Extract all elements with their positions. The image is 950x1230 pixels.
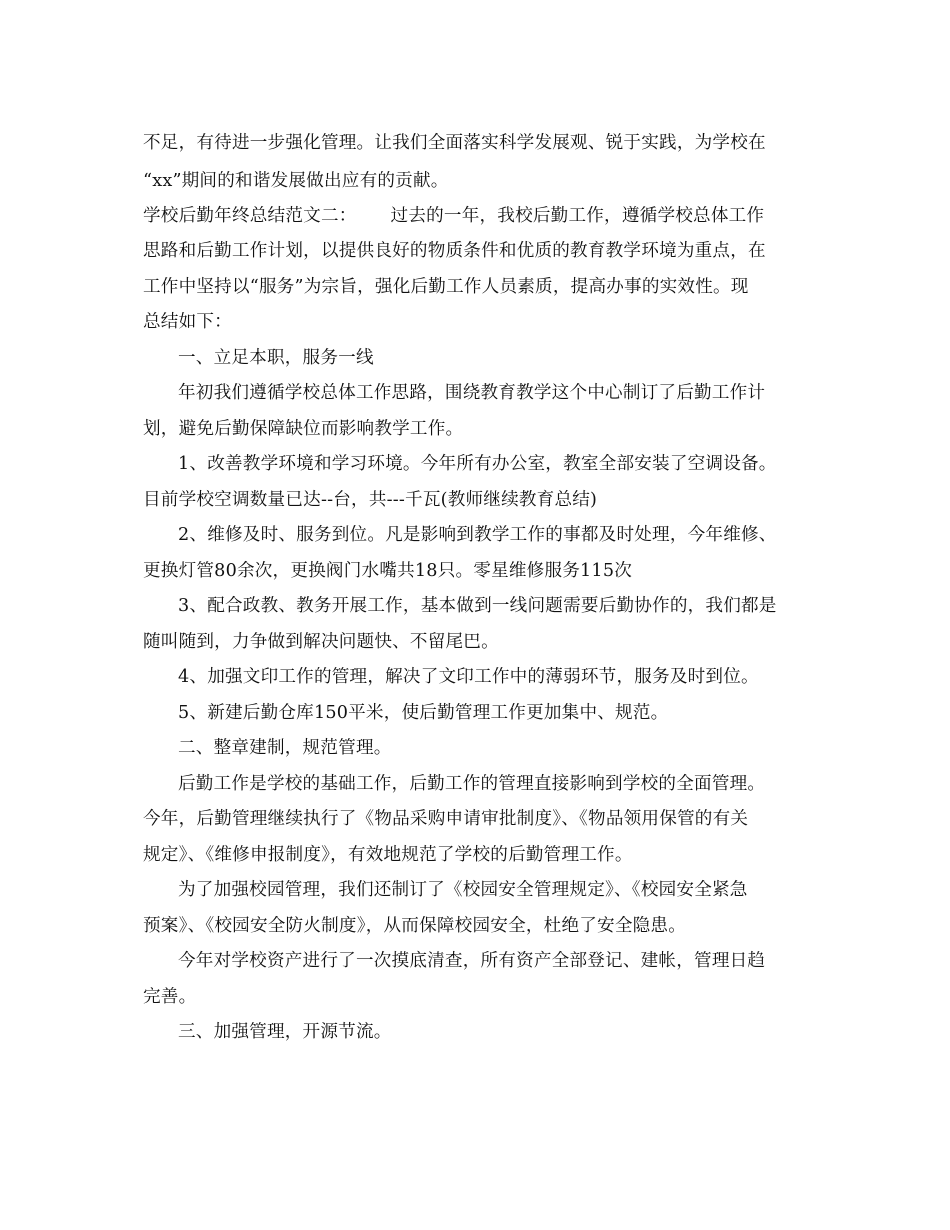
paragraph-line: 更换灯管80余次，更换阀门水嘴共18只。零星维修服务115次 xyxy=(143,561,633,581)
heading-line: 三、加强管理，开源节流。 xyxy=(178,1022,392,1042)
section-heading-line xyxy=(143,205,764,227)
paragraph-line: 预案》、《校园安全防火制度》，从而保障校园安全，杜绝了安全隐患。 xyxy=(143,916,687,936)
paragraph-line: “xx”期间的和谐发展做出应有的贡献。 xyxy=(143,171,449,191)
paragraph-line: 总结如下： xyxy=(143,312,232,332)
paragraph-line: 不足，有待进一步强化管理。让我们全面落实科学发展观、锐于实践，为学校在 xyxy=(143,133,766,153)
paragraph-line: 工作中坚持以“服务”为宗旨，强化后勤工作人员素质，提高办事的实效性。现 xyxy=(143,277,749,297)
heading-line: 一、立足本职，服务一线 xyxy=(178,348,374,368)
paragraph-line: 划，避免后勤保障缺位而影响教学工作。 xyxy=(143,419,464,439)
list-item-line: 4、加强文印工作的管理，解决了文印工作中的薄弱环节，服务及时到位。 xyxy=(178,667,759,687)
paragraph-line: 随叫随到，力争做到解决问题快、不留尾巴。 xyxy=(143,632,499,652)
heading-line: 二、整章建制，规范管理。 xyxy=(178,738,392,758)
paragraph-line: 今年对学校资产进行了一次摸底清查，所有资产全部登记、建帐，管理日趋 xyxy=(178,951,766,971)
list-item-line: 1、改善教学环境和学习环境。今年所有办公室，教室全部安装了空调设备。 xyxy=(178,454,777,474)
paragraph-line: 年初我们遵循学校总体工作思路，围绕教育教学这个中心制订了后勤工作计 xyxy=(178,383,766,403)
paragraph-line: 目前学校空调数量已达--台，共---千瓦(教师继续教育总结) xyxy=(143,490,598,510)
list-item-line: 3、配合政教、教务开展工作，基本做到一线问题需要后勤协作的，我们都是 xyxy=(178,596,777,616)
paragraph-line: 为了加强校园管理，我们还制订了《校园安全管理规定》、《校园安全紧急 xyxy=(178,880,748,900)
paragraph-line: 规定》、《维修申报制度》，有效地规范了学校的后勤管理工作。 xyxy=(143,845,633,865)
paragraph-line: 思路和后勤工作计划，以提供良好的物质条件和优质的教育教学环境为重点，在 xyxy=(143,241,766,261)
list-item-line: 5、新建后勤仓库150平米，使后勤管理工作更加集中、规范。 xyxy=(178,703,669,723)
paragraph-line: 后勤工作是学校的基础工作，后勤工作的管理直接影响到学校的全面管理。 xyxy=(178,774,766,794)
paragraph-line: 今年，后勤管理继续执行了《物品采购申请审批制度》、《物品领用保管的有关 xyxy=(143,809,749,829)
list-item-line: 2、维修及时、服务到位。凡是影响到教学工作的事都及时处理，今年维修、 xyxy=(178,525,777,545)
paragraph-line: 完善。 xyxy=(143,987,197,1007)
section-heading: 学校后勤年终总结范文二： xyxy=(143,206,357,226)
section-heading-text: 过去的一年，我校后勤工作，遵循学校总体工作 xyxy=(390,206,765,226)
